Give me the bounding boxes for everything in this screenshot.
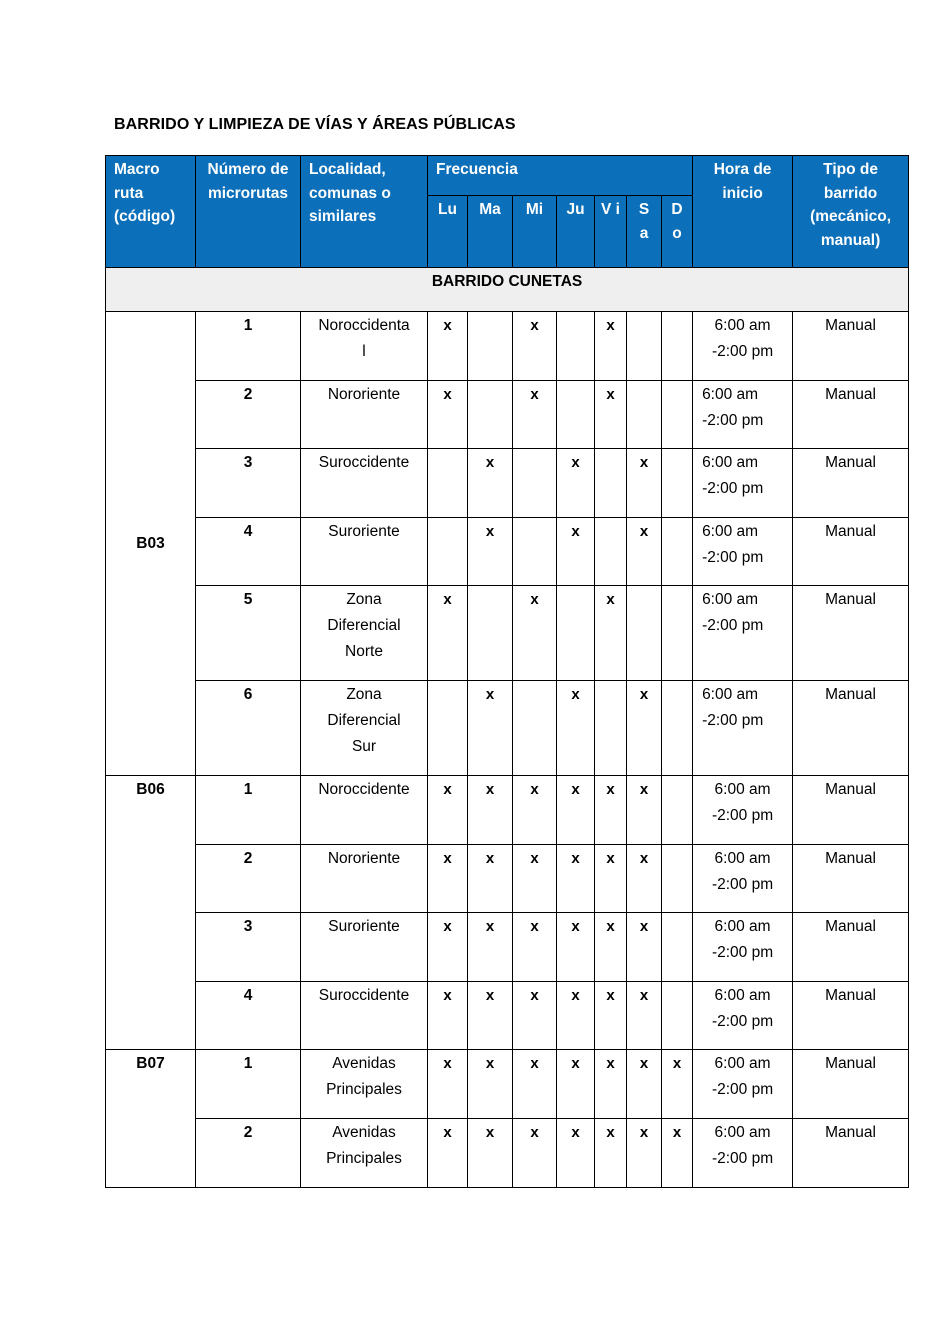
frequency-mark: x <box>571 918 580 935</box>
sweep-type-cell: Manual <box>793 586 909 681</box>
day-cell <box>557 681 595 776</box>
day-cell <box>595 586 627 681</box>
frequency-mark: x <box>571 1055 580 1072</box>
header-day-do: D o <box>662 196 693 268</box>
day-cell <box>513 449 557 518</box>
locality-cell: Nororiente <box>301 381 428 449</box>
sweep-type-cell: Manual <box>793 681 909 776</box>
day-cell <box>428 586 468 681</box>
frequency-mark: x <box>485 686 495 703</box>
day-cell <box>662 982 693 1050</box>
day-cell <box>557 586 595 681</box>
frequency-mark: x <box>485 987 495 1004</box>
table-row <box>106 449 909 518</box>
locality-cell: Suroccidente <box>301 982 428 1050</box>
day-cell <box>557 381 595 449</box>
day-cell <box>595 312 627 381</box>
table-row <box>106 913 909 982</box>
table-row <box>106 845 909 913</box>
table-row <box>106 518 909 586</box>
day-cell <box>513 586 557 681</box>
frequency-mark: x <box>530 850 539 867</box>
day-cell <box>627 586 662 681</box>
locality-cell: Avenidas Principales <box>301 1119 428 1188</box>
frequency-mark: x <box>485 454 495 471</box>
frequency-mark: x <box>530 781 539 798</box>
microroute-cell: 3 <box>196 913 301 982</box>
day-cell <box>428 381 468 449</box>
header-day-mi: Mi <box>513 196 557 268</box>
frequency-mark: x <box>639 454 649 471</box>
frequency-mark: x <box>443 781 452 798</box>
day-cell <box>662 586 693 681</box>
day-cell <box>662 776 693 845</box>
frequency-mark: x <box>443 1055 452 1072</box>
header-day-ma: Ma <box>468 196 513 268</box>
day-cell <box>428 982 468 1050</box>
header-macro-route: Macro ruta (código) <box>106 156 196 268</box>
day-cell <box>595 982 627 1050</box>
locality-cell: Avenidas Principales <box>301 1050 428 1119</box>
day-cell <box>557 982 595 1050</box>
locality-cell: Zona Diferencial Sur <box>301 681 428 776</box>
frequency-mark: x <box>530 918 539 935</box>
frequency-mark: x <box>606 918 615 935</box>
day-cell <box>513 845 557 913</box>
locality-cell: Suroriente <box>301 518 428 586</box>
day-cell <box>468 381 513 449</box>
frequency-mark: x <box>571 987 580 1004</box>
header-frequency: Frecuencia <box>428 156 693 196</box>
frequency-mark: x <box>485 781 495 798</box>
frequency-mark: x <box>530 317 539 334</box>
day-cell <box>468 913 513 982</box>
day-cell <box>468 1119 513 1188</box>
start-hour-cell: 6:00 am -2:00 pm <box>693 776 793 845</box>
day-cell <box>557 518 595 586</box>
day-cell <box>513 312 557 381</box>
day-cell <box>513 1050 557 1119</box>
microroute-cell: 2 <box>196 1119 301 1188</box>
day-cell <box>595 845 627 913</box>
start-hour-cell: 6:00 am -2:00 pm <box>693 518 793 586</box>
frequency-mark: x <box>606 591 615 608</box>
frequency-mark: x <box>606 386 615 403</box>
frequency-mark: x <box>672 1124 682 1141</box>
microroute-cell: 3 <box>196 449 301 518</box>
frequency-mark: x <box>571 1124 580 1141</box>
day-cell <box>662 312 693 381</box>
start-hour-cell: 6:00 am -2:00 pm <box>693 381 793 449</box>
day-cell <box>513 982 557 1050</box>
day-cell <box>662 681 693 776</box>
frequency-mark: x <box>672 1055 682 1072</box>
day-cell <box>662 845 693 913</box>
header-locality: Localidad, comunas o similares <box>301 156 428 268</box>
day-cell <box>428 1050 468 1119</box>
microroute-cell: 4 <box>196 982 301 1050</box>
frequency-mark: x <box>639 1055 649 1072</box>
day-cell <box>595 776 627 845</box>
section-title: BARRIDO CUNETAS <box>106 268 909 312</box>
day-cell <box>662 518 693 586</box>
day-cell <box>513 681 557 776</box>
start-hour-cell: 6:00 am -2:00 pm <box>693 449 793 518</box>
day-cell <box>428 312 468 381</box>
frequency-mark: x <box>571 686 580 703</box>
day-cell <box>595 1119 627 1188</box>
day-cell <box>557 449 595 518</box>
table-row <box>106 381 909 449</box>
macro-route-cell: B07 <box>106 1050 196 1188</box>
day-cell <box>428 681 468 776</box>
day-cell <box>595 681 627 776</box>
sweep-type-cell: Manual <box>793 312 909 381</box>
day-cell <box>627 449 662 518</box>
frequency-mark: x <box>443 1124 452 1141</box>
sweep-type-cell: Manual <box>793 845 909 913</box>
microroute-cell: 4 <box>196 518 301 586</box>
microroute-cell: 2 <box>196 845 301 913</box>
day-cell <box>513 1119 557 1188</box>
table-row <box>106 586 909 681</box>
day-cell <box>428 449 468 518</box>
table-row <box>106 982 909 1050</box>
day-cell <box>627 1050 662 1119</box>
day-cell <box>557 312 595 381</box>
sweep-type-cell: Manual <box>793 381 909 449</box>
day-cell <box>627 845 662 913</box>
header-sweep-type: Tipo de barrido (mecánico, manual) <box>793 156 909 268</box>
frequency-mark: x <box>443 850 452 867</box>
day-cell <box>662 1119 693 1188</box>
start-hour-cell: 6:00 am -2:00 pm <box>693 586 793 681</box>
day-cell <box>428 518 468 586</box>
header-start-hour: Hora de inicio <box>693 156 793 268</box>
sweep-type-cell: Manual <box>793 449 909 518</box>
frequency-mark: x <box>443 317 452 334</box>
day-cell <box>627 518 662 586</box>
start-hour-cell: 6:00 am -2:00 pm <box>693 1119 793 1188</box>
frequency-mark: x <box>639 781 649 798</box>
frequency-mark: x <box>530 987 539 1004</box>
day-cell <box>468 776 513 845</box>
day-cell <box>468 449 513 518</box>
day-cell <box>468 312 513 381</box>
day-cell <box>627 913 662 982</box>
header-day-sa: S a <box>627 196 662 268</box>
sweep-type-cell: Manual <box>793 982 909 1050</box>
locality-cell: Noroccidente <box>301 776 428 845</box>
header-day-ju: Ju <box>557 196 595 268</box>
day-cell <box>627 381 662 449</box>
day-cell <box>627 982 662 1050</box>
frequency-mark: x <box>571 781 580 798</box>
table-row <box>106 1119 909 1188</box>
frequency-mark: x <box>639 686 649 703</box>
document-title: BARRIDO Y LIMPIEZA DE VÍAS Y ÁREAS PÚBLICAS <box>114 116 516 133</box>
frequency-mark: x <box>639 850 649 867</box>
frequency-mark: x <box>485 1055 495 1072</box>
microroute-cell: 5 <box>196 586 301 681</box>
day-cell <box>468 845 513 913</box>
start-hour-cell: 6:00 am -2:00 pm <box>693 312 793 381</box>
frequency-mark: x <box>485 918 495 935</box>
day-cell <box>595 913 627 982</box>
day-cell <box>513 381 557 449</box>
frequency-mark: x <box>443 918 452 935</box>
sweep-type-cell: Manual <box>793 1050 909 1119</box>
start-hour-cell: 6:00 am -2:00 pm <box>693 681 793 776</box>
microroute-cell: 1 <box>196 1050 301 1119</box>
frequency-mark: x <box>530 591 539 608</box>
day-cell <box>557 1119 595 1188</box>
locality-cell: Noroccidenta l <box>301 312 428 381</box>
frequency-mark: x <box>571 523 580 540</box>
day-cell <box>557 1050 595 1119</box>
day-cell <box>595 1050 627 1119</box>
microroute-cell: 6 <box>196 681 301 776</box>
route-table <box>105 155 909 1188</box>
frequency-mark: x <box>606 987 615 1004</box>
sweep-type-cell: Manual <box>793 1119 909 1188</box>
frequency-mark: x <box>606 317 615 334</box>
frequency-mark: x <box>530 386 539 403</box>
day-cell <box>627 312 662 381</box>
frequency-mark: x <box>530 1124 539 1141</box>
day-cell <box>513 776 557 845</box>
day-cell <box>513 518 557 586</box>
day-cell <box>468 1050 513 1119</box>
start-hour-cell: 6:00 am -2:00 pm <box>693 845 793 913</box>
microroute-cell: 1 <box>196 776 301 845</box>
day-cell <box>662 913 693 982</box>
day-cell <box>557 776 595 845</box>
start-hour-cell: 6:00 am -2:00 pm <box>693 982 793 1050</box>
macro-route-cell: B03 <box>106 312 196 776</box>
table-row <box>106 776 909 845</box>
frequency-mark: x <box>639 918 649 935</box>
frequency-mark: x <box>606 850 615 867</box>
day-cell <box>662 381 693 449</box>
header-day-vi: V i <box>595 196 627 268</box>
table-row <box>106 681 909 776</box>
frequency-mark: x <box>443 386 452 403</box>
day-cell <box>662 449 693 518</box>
microroute-cell: 2 <box>196 381 301 449</box>
day-cell <box>557 913 595 982</box>
sweep-type-cell: Manual <box>793 913 909 982</box>
day-cell <box>627 776 662 845</box>
frequency-mark: x <box>485 850 495 867</box>
day-cell <box>428 845 468 913</box>
frequency-mark: x <box>530 1055 539 1072</box>
frequency-mark: x <box>443 591 452 608</box>
microroute-cell: 1 <box>196 312 301 381</box>
day-cell <box>627 681 662 776</box>
frequency-mark: x <box>485 523 495 540</box>
day-cell <box>595 518 627 586</box>
day-cell <box>595 449 627 518</box>
header-day-lu: Lu <box>428 196 468 268</box>
day-cell <box>595 381 627 449</box>
locality-cell: Suroriente <box>301 913 428 982</box>
start-hour-cell: 6:00 am -2:00 pm <box>693 913 793 982</box>
locality-cell: Suroccidente <box>301 449 428 518</box>
header-microroutes: Número de microrutas <box>196 156 301 268</box>
frequency-mark: x <box>571 454 580 471</box>
frequency-mark: x <box>639 523 649 540</box>
day-cell <box>468 518 513 586</box>
frequency-mark: x <box>571 850 580 867</box>
day-cell <box>428 913 468 982</box>
day-cell <box>428 776 468 845</box>
sweep-type-cell: Manual <box>793 776 909 845</box>
day-cell <box>468 681 513 776</box>
locality-cell: Nororiente <box>301 845 428 913</box>
frequency-mark: x <box>606 1124 615 1141</box>
frequency-mark: x <box>485 1124 495 1141</box>
frequency-mark: x <box>606 781 615 798</box>
day-cell <box>468 586 513 681</box>
start-hour-cell: 6:00 am -2:00 pm <box>693 1050 793 1119</box>
day-cell <box>557 845 595 913</box>
day-cell <box>428 1119 468 1188</box>
frequency-mark: x <box>443 987 452 1004</box>
table-row <box>106 312 909 381</box>
table-row <box>106 1050 909 1119</box>
day-cell <box>513 913 557 982</box>
macro-route-cell: B06 <box>106 776 196 1050</box>
frequency-mark: x <box>639 1124 649 1141</box>
day-cell <box>662 1050 693 1119</box>
locality-cell: Zona Diferencial Norte <box>301 586 428 681</box>
frequency-mark: x <box>606 1055 615 1072</box>
day-cell <box>468 982 513 1050</box>
frequency-mark: x <box>639 987 649 1004</box>
sweep-type-cell: Manual <box>793 518 909 586</box>
day-cell <box>627 1119 662 1188</box>
